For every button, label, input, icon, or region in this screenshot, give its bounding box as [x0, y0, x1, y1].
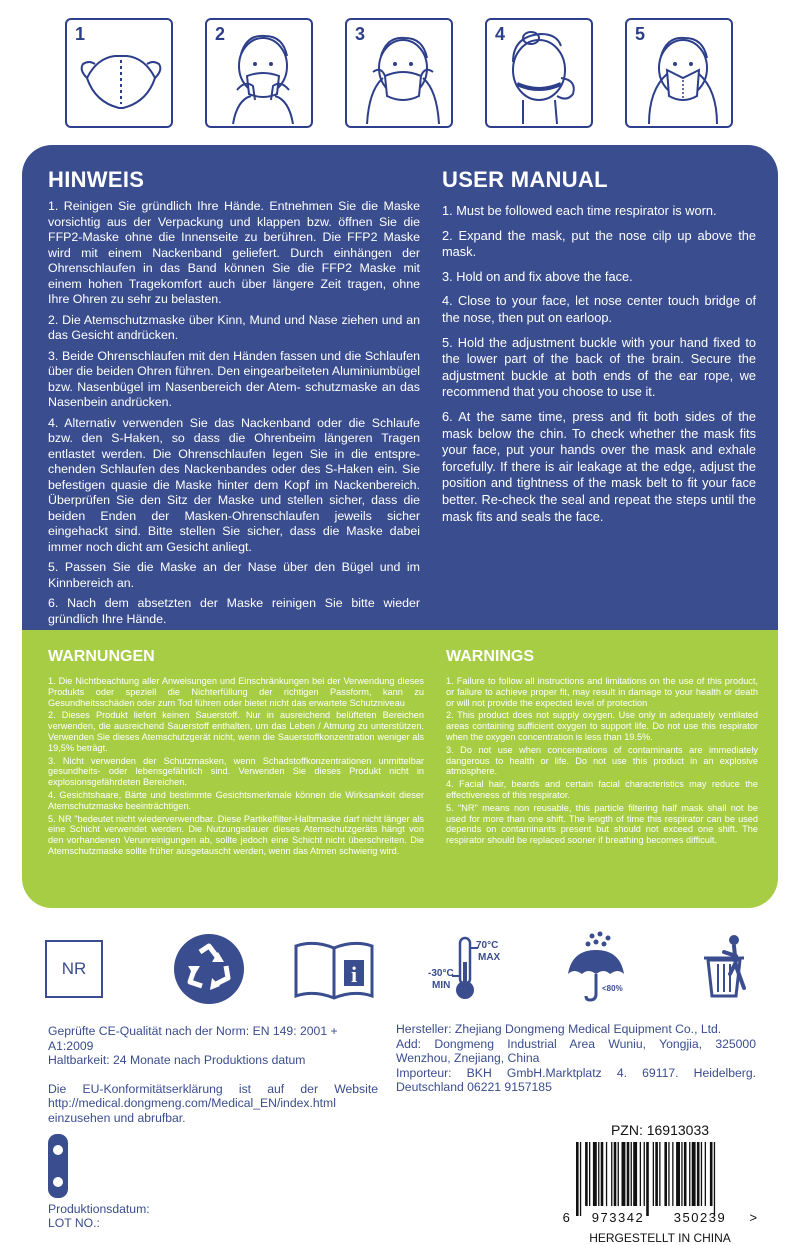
barcode-lead-digit: 6 — [562, 1210, 572, 1224]
instructions-panel — [22, 145, 778, 630]
barcode-bar — [585, 1142, 588, 1206]
temp-min-value: -30°C — [428, 968, 454, 979]
keep-dry-icon — [562, 930, 630, 1008]
barcode-bar — [622, 1142, 626, 1206]
barcode-bar — [593, 1142, 597, 1206]
barcode-bar — [633, 1142, 637, 1206]
barcode-bar — [618, 1142, 619, 1206]
manual-column — [442, 167, 756, 533]
hourglass-icon — [44, 1132, 72, 1200]
barcode-bar — [611, 1142, 612, 1206]
barcode-bar — [627, 1142, 630, 1206]
instruction-steps — [0, 0, 800, 145]
barcode-bar — [714, 1142, 715, 1216]
warnings-paragraph: 4. Facial hair, beards and certain facial characteristics may reduce the effectiveness of this respirator. — [446, 779, 758, 800]
barcode-left-digits: 973342 — [591, 1210, 645, 1224]
barcode-bar — [664, 1142, 667, 1206]
step-number: 2 — [215, 24, 226, 44]
barcode-bar — [601, 1142, 604, 1206]
production-date-label: Produktionsdatum: — [48, 1202, 150, 1216]
warnings-panel — [22, 630, 778, 908]
warnings-title: WARNINGS — [446, 648, 534, 665]
barcode-bar — [668, 1142, 669, 1206]
barcode-bar — [589, 1142, 590, 1206]
warnungen-paragraph: 1. Die Nichtbeachtung aller Anweisungen und Einschränkungen bei der Verwendung dieses Produkts oder speziell die Nichterfüllung der richtigen Passform, kann zu Gesundheitsschäden oder zum Tod führen oder bietet nicht das erwartete Schutzniveau — [48, 676, 424, 708]
step-number: 1 — [75, 24, 86, 44]
step-number: 5 — [635, 24, 646, 44]
manual-paragraph: 3. Hold on and fix above the face. — [442, 268, 633, 284]
hinweis-paragraph: 1. Reinigen Sie gründlich Ihre Hände. Entnehmen Sie die Maske vorsichtig aus der Verpackung und klappen bzw. öffnen Sie die FFP2-Maske ohne die Innenseite zu berühren. Die FFP2 Maske wird mit einem Nackenband geliefert. Durch einhängen der Ohrenschlaufen in das Band können Sie die FFP2 Maske mit einem hohen Tragekomfort auch über längere Zeit tragen, ohne Ihre Ohren zu sehr zu belasten. — [48, 199, 420, 306]
person-holding-mask-icon — [207, 20, 315, 130]
barcode-image — [560, 1142, 760, 1224]
step-2-box — [205, 18, 313, 128]
hinweis-paragraph: 6. Nach dem absetzten der Maske reinigen Sie bitte wieder gründlich Ihre Hände. — [48, 596, 420, 626]
step-5-box — [625, 18, 733, 128]
importer-country-line: Deutschland 06221 9157185 — [396, 1080, 552, 1094]
manufacturer-line: Hersteller: Zhejiang Dongmeng Medical Equipment Co., Ltd. — [396, 1022, 722, 1036]
lot-number-label: LOT NO.: — [48, 1216, 100, 1230]
importer-line: Importeur: BKH GmbH.Marktplatz 4. 69117. Heidelberg. — [396, 1065, 756, 1080]
temp-max-label: MAX — [478, 952, 501, 963]
warnungen-paragraph: 4. Gesichtshaare, Bärte und bestimmte Gesichtsmerkmale können die Wirksamkeit dieser Atemschutzmaske beeinträchtigen. — [48, 789, 424, 811]
step-4-box — [485, 18, 593, 128]
warnings-paragraph: 1. Failure to follow all instructions and limitations on the use of this product, or failure to achieve proper fit, may result in damage to your health or death or will not provide the expected level of protection — [446, 676, 758, 708]
barcode-bar — [676, 1142, 680, 1206]
warnungen-paragraph: 5. NR "bedeutet nicht wiederverwendbar. Diese Partikelfilter-Halbmaske darf nicht länger als eine Schicht verwendet werden. Die Nutzungsdauer dieses Atemschutzgeräts hängt von den vorhandenen Verunreinigungen ab, sollte jedoch eine Schicht nicht überschreiten. Die Atemschutzmaske sollte früher ausgetauscht werden, wenn das Atmen schwierig wird. — [48, 813, 424, 856]
barcode-bar — [653, 1142, 654, 1206]
manual-paragraph: 1. Must be followed each time respirator is worn. — [442, 203, 717, 218]
temp-max-value: 70°C — [476, 940, 499, 951]
recycle-icon — [172, 932, 246, 1006]
barcode-bar — [640, 1142, 641, 1206]
warnungen-column — [48, 648, 424, 859]
pzn-number: PZN: 16913033 — [610, 1122, 710, 1138]
address-city-line: Wenzhou, Znejiang, China — [396, 1051, 540, 1065]
umbrella-icon — [562, 930, 630, 1008]
warnungen-paragraph: 2. Dieses Produkt liefert keinen Sauerstoff. Nur in ausreichend belüfteten Bereichen verwenden, die ausreichend Sauerstoff enthalten, um das Leben / Atmung zu unterstützen. Verwenden Sie dieses Atemschutzgerät nicht, wenn die Sauerstoffkonzentration weniger als 19,5% beträgt. — [48, 710, 424, 753]
barcode-bar — [631, 1142, 632, 1206]
manual-paragraph: 5. Hold the adjustment buckle with your hand fixed to the lower part of the back of the brain. Secure the adjustment buckle at both ends of the ear rope, we recommend that you choose to use it. — [442, 334, 756, 400]
hinweis-column — [48, 167, 420, 632]
manual-paragraph: 4. Close to your face, let nose center touch bridge of the nose, then put on earloop. — [442, 293, 756, 325]
person-placing-mask-icon — [347, 20, 455, 130]
barcode-bar — [606, 1142, 607, 1206]
conformity-url[interactable]: http://medical.dongmeng.com/Medical_EN/index.html — [48, 1096, 336, 1110]
hinweis-paragraph: 2. Die Atemschutzmaske über Kinn, Mund und Nase ziehen und an das Gesicht andrücken. — [48, 312, 420, 342]
barcode-bar — [580, 1142, 581, 1216]
hinweis-paragraph: 5. Passen Sie die Maske an der Nase über den Bügel und im Kinnbereich an. — [48, 560, 420, 590]
barcode-bar — [697, 1142, 700, 1206]
barcode-bar — [672, 1142, 673, 1206]
hinweis-paragraph: 3. Beide Ohrenschlaufen mit den Händen fassen und die Schlaufen über die beiden Ohren führen. Den eingearbeiteten Aluminiumbügel bzw. Nasenbügel im Nasenbereich der Atem- schutzmaske an das Nasenbein andrücken. — [48, 348, 420, 409]
person-side-earloop-icon — [487, 20, 595, 130]
barcode-bar — [614, 1142, 617, 1206]
manufacturer-block — [396, 1022, 756, 1095]
warnings-column — [446, 648, 758, 848]
warnings-paragraph: 2. This product does not supply oxygen. Use only in adequately ventilated areas containing sufficient oxygen to support life. Do not use this respirator when the oxygen concentration is less than 19.5%. — [446, 710, 758, 742]
step-number: 4 — [495, 24, 506, 44]
barcode-end-mark: > — [749, 1210, 759, 1224]
barcode-block — [560, 1122, 760, 1245]
barcode-right-digits: 350239 — [673, 1210, 727, 1224]
certification-block — [48, 1024, 378, 1125]
barcode-bar — [684, 1142, 687, 1206]
warnings-paragraph: 5. "NR" means non reusable, this particle filtering half mask shall not be used for more than one shift. The length of time this respirator can be used depends on contaminants present but should not exceed one shift. The respirator should be replaced sooner if breathing becomes difficult. — [446, 802, 758, 846]
barcode-bar — [692, 1142, 696, 1206]
conformity-line-end: einzusehen und abrufbar. — [48, 1110, 186, 1125]
warnungen-paragraph: 3. Nicht verwenden der Schutzmasken, wenn Schadstoffkonzentrationen unmittelbar gesundheits- oder lebensgefährlich sind. Verwenden Sie dieses Produkt nicht in explosionsgefährdeten Bereichen. — [48, 755, 424, 788]
barcode-bar — [659, 1142, 660, 1206]
barcode-bar — [681, 1142, 682, 1206]
shelf-life-line: Haltbarkeit: 24 Monate nach Produktions datum — [48, 1053, 306, 1067]
manual-paragraph: 6. At the same time, press and fit both sides of the mask below the chin. To check whether the mask fits your face, put your hands over the mask and exhale forcefully. If there is air leakage at the edge, adjust the position and tightness of the mask belt to fit your face better. Re-check the seal and repeat the steps until the mask fits and seals the face. — [442, 408, 756, 524]
step-number: 3 — [355, 24, 366, 44]
humidity-value: <80% — [602, 984, 623, 993]
warnungen-title: WARNUNGEN — [48, 648, 155, 665]
barcode-bar — [598, 1142, 599, 1206]
barcode-bar — [576, 1142, 579, 1216]
temp-min-label: MIN — [432, 980, 451, 991]
person-adjusting-nose-icon — [627, 20, 735, 130]
nr-label: NR — [61, 959, 87, 978]
manual-title: USER MANUAL — [442, 167, 608, 192]
warnings-paragraph: 3. Do not use when concentrations of contaminants are immediately dangerous to health or life. Do not use this product in an explosive atmosphere. — [446, 744, 758, 777]
symbol-row — [0, 928, 800, 1008]
ce-standard-line: Geprüfte CE-Qualität nach der Norm: EN 149: 2001 + A1:2009 — [48, 1024, 338, 1053]
barcode-bar — [701, 1142, 702, 1206]
made-in-label: HERGESTELLT IN CHINA — [589, 1231, 731, 1245]
barcode-bar — [644, 1142, 645, 1206]
mask-folded-icon — [67, 20, 175, 130]
barcode-bar — [689, 1142, 690, 1206]
step-3-box — [345, 18, 453, 128]
consult-instructions-icon — [292, 938, 376, 1002]
step-1-box — [65, 18, 173, 128]
non-reusable-icon — [45, 940, 103, 998]
barcode-bar — [655, 1142, 658, 1206]
hinweis-title: HINWEIS — [48, 167, 145, 192]
barcode-bar — [710, 1142, 713, 1206]
barcode-bar — [705, 1142, 706, 1206]
waste-bin-icon — [694, 934, 754, 1004]
manual-paragraph: 2. Expand the mask, put the nose cilp up above the mask. — [442, 227, 756, 260]
svg-text:i: i — [350, 962, 358, 987]
temperature-limit-icon — [420, 932, 510, 1006]
hinweis-paragraph: 4. Alternativ verwenden Sie das Nackenband oder die Schlaufe bzw. den S-Haken, so dass die Ohrenbeim längeren Tragen entlastet werden. Die Ohrenschlaufen legen Sie in die entspre- chenden Schlaufen des Nackenbandes oder des S-Haken ein. Sie befestigen quasie die Maske hinter dem Kopf im Nackenbereich. Überprüfen Sie den Sitz der Maske und stellen sicher, dass die beiden Enden der Masken-Ohrenschlaufen jeweils sicher eingehackt sind. Bitte stellen Sie sicher, dass die Maske dabei immer noch dicht am Gesicht anliegt. — [48, 415, 420, 554]
conformity-line: Die EU-Konformitätserklärung ist auf der Website — [48, 1081, 378, 1096]
address-line: Add: Dongmeng Industrial Area Wuniu, Yongjia, 325000 — [396, 1036, 756, 1051]
barcode-bar — [646, 1142, 649, 1216]
